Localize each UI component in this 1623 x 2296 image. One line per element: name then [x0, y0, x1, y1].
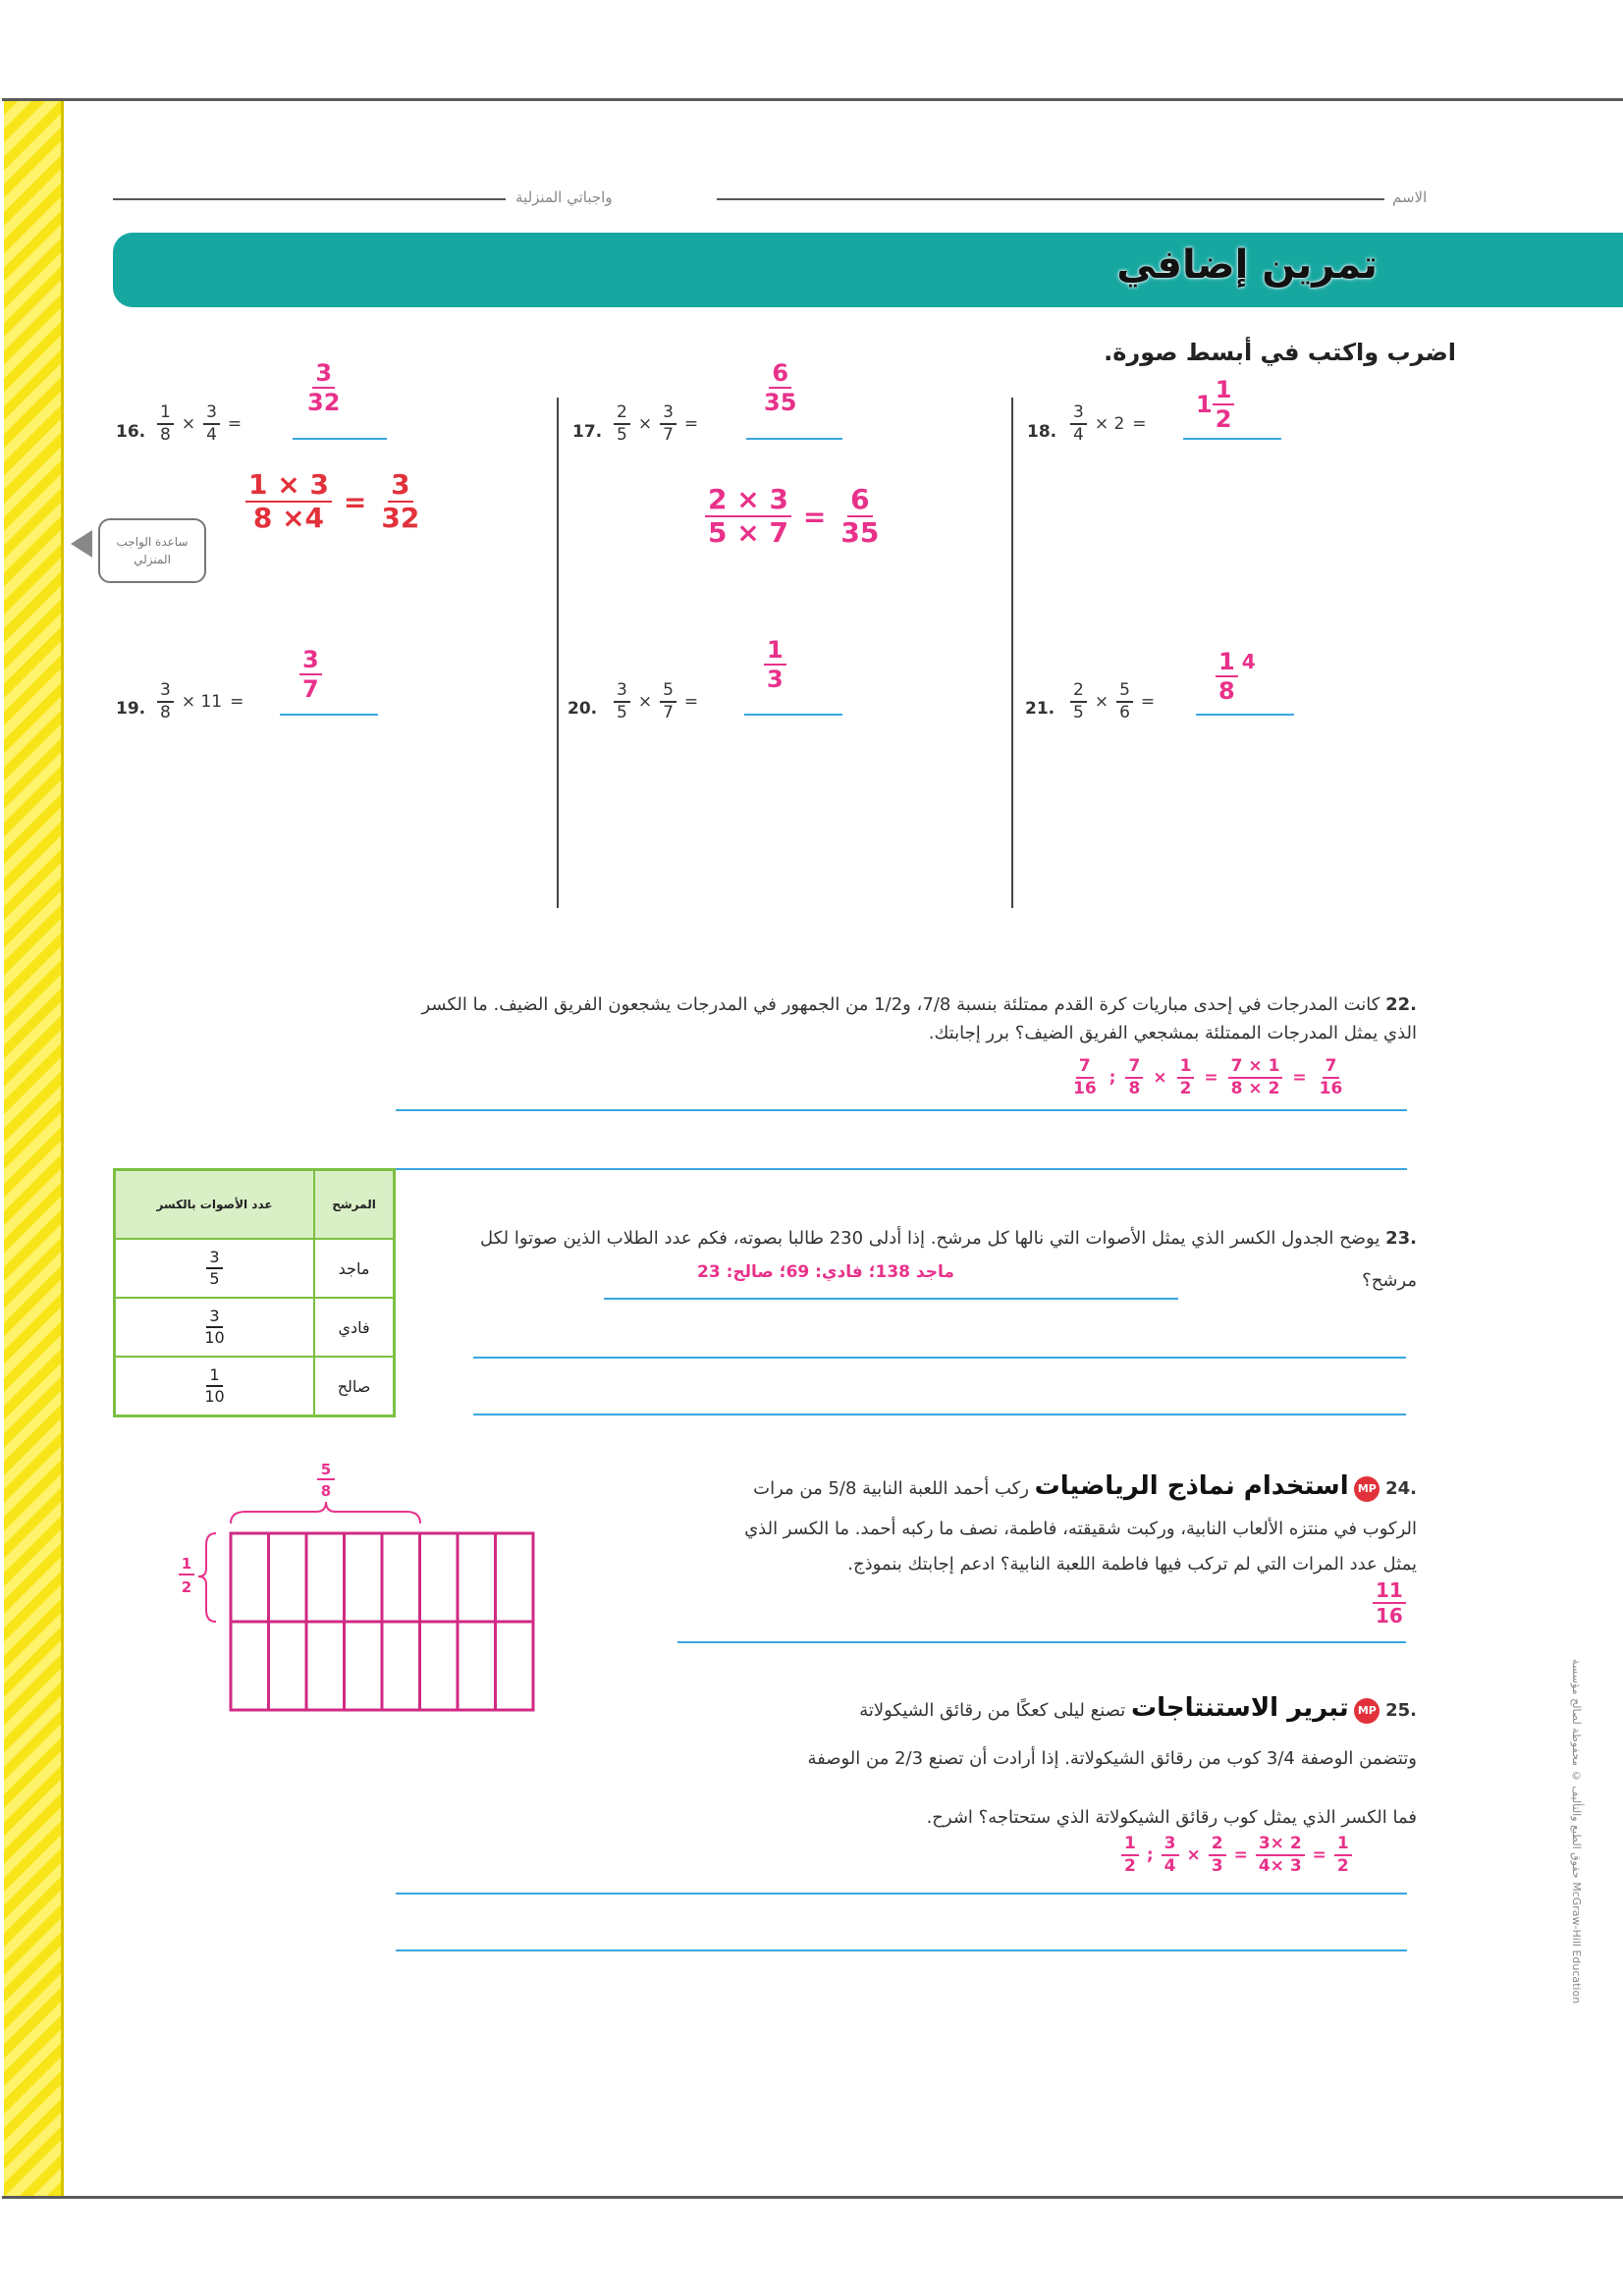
answer-line[interactable] — [396, 1109, 1407, 1111]
table-row: $\frac{3}{5}$ ماجد — [115, 1239, 395, 1298]
title-banner — [113, 233, 1623, 307]
answer-21: $\frac{1}{8}$ 4 — [1216, 650, 1256, 703]
problem-number: 17. — [572, 422, 603, 442]
column-divider — [1011, 398, 1013, 908]
problem-number: 16. — [116, 422, 146, 442]
problem-18-expression: $\frac{3}{4}$ × 2 = — [1070, 404, 1147, 444]
answer-16: $\frac{3}{32}$ — [307, 359, 341, 416]
question-text: تصنع ليلى كعكًا من رقائق الشيكولاتة — [859, 1700, 1126, 1721]
question-title: استخدام نماذج الرياضيات — [1034, 1471, 1349, 1501]
question-22 — [406, 991, 1417, 1048]
table-header: المرشح — [314, 1170, 394, 1240]
table-header: عدد الأصوات بالكسر — [115, 1170, 315, 1240]
answer-24: $\frac{11}{16}$ — [1373, 1580, 1406, 1626]
fraction: $\frac{3}{5}$ — [614, 682, 630, 721]
question-text: كانت المدرجات في إحدى مباريات كرة القدم ممتلئة بنسبة 7/8، و1/2 من الجمهور في المدرجات يشجعون الفريق الضيف. ما الكسر الذي يمثل المدرجات الممتلئة بمشجعي الفريق الضيف؟ برر إجابتك. — [421, 994, 1417, 1043]
subject-line — [113, 198, 506, 200]
votes-table — [113, 1168, 396, 1417]
table-row: $\frac{3}{10}$ فادي — [115, 1298, 395, 1357]
math-practice-badge: MP — [1354, 1698, 1380, 1724]
page-title: تمرين إضافي — [1116, 242, 1378, 288]
subject-label: واجباتي المنزلية — [515, 188, 613, 206]
question-25-line-3: فما الكسر الذي يمثل كوب رقائق الشيكولاتة الذي ستحتاجه؟ اشرح. — [926, 1807, 1417, 1828]
binding-edge — [61, 101, 64, 2196]
answer-25: $\frac{1}{2}$ ; $\frac{3}{4}$ × $\frac{2}{3}$ = $\frac{3\times 2}{4\times 3}$ = $\frac{1}{2}$ — [1121, 1836, 1352, 1875]
page-sheet — [2, 98, 1623, 2199]
answer-line[interactable] — [604, 1298, 1178, 1300]
answer-line[interactable] — [1183, 438, 1281, 440]
fraction: $\frac{5}{7}$ — [660, 682, 676, 721]
answer-line[interactable] — [293, 438, 387, 440]
answer-line[interactable] — [473, 1414, 1406, 1415]
fraction: $\frac{1}{8}$ — [157, 404, 174, 444]
question-number: .25 — [1385, 1700, 1417, 1721]
question-25 — [435, 1688, 1417, 1730]
model-side-brace — [198, 1533, 216, 1622]
model-grid — [231, 1533, 533, 1710]
math-practice-badge: MP — [1354, 1476, 1380, 1502]
model-top-numerator: 5 — [320, 1461, 332, 1478]
answer-23: ماجد 138؛ فادي: 69؛ صالح: 23 — [697, 1262, 954, 1282]
answer-line[interactable] — [744, 714, 842, 716]
model-side-numerator: 1 — [181, 1555, 192, 1573]
fraction: $\frac{2}{5}$ — [1070, 682, 1087, 721]
binding-spine — [4, 101, 61, 2196]
problem-number: 20. — [568, 699, 598, 719]
problem-17-expression: $\frac{2}{5}$ × $\frac{3}{7}$ = — [614, 404, 698, 444]
model-side-denominator: 2 — [181, 1578, 192, 1596]
problem-number: 18. — [1027, 422, 1057, 442]
problem-number: 21. — [1025, 699, 1055, 719]
question-number: .22 — [1385, 994, 1417, 1015]
answer-line[interactable] — [396, 1893, 1407, 1895]
question-text: يوضح الجدول الكسر الذي يمثل الأصوات التي نالها كل مرشح. إذا أدلى 230 طالبا بصوته، فكم عدد الطلاب الذين صوتوا لكل مرشح؟ — [480, 1228, 1417, 1292]
problem-20-expression: $\frac{3}{5}$ × $\frac{5}{7}$ = — [614, 682, 698, 721]
instruction-text: اضرب واكتب في أبسط صورة. — [1104, 339, 1456, 366]
answer-20: $\frac{1}{3}$ — [764, 638, 786, 691]
answer-18: 1 $\frac{1}{2}$ — [1196, 378, 1234, 431]
work-17: $\frac{2 \times 3}{5 \times 7}$ = $\frac{6}{35}$ — [705, 486, 882, 547]
fraction: $\frac{2}{5}$ — [614, 404, 630, 444]
callout-arrow — [71, 530, 92, 558]
problem-21-expression: $\frac{2}{5}$ × $\frac{5}{6}$ = — [1070, 682, 1155, 721]
problem-number: 19. — [116, 699, 146, 719]
question-number: .24 — [1385, 1478, 1417, 1499]
answer-line[interactable] — [746, 438, 842, 440]
work-16: $\frac{1 \times 3}{8 \times 4}$ = $\frac{3}{32}$ — [245, 471, 422, 532]
fraction: $\frac{3}{4}$ — [203, 404, 220, 444]
name-label: الاسم — [1392, 188, 1428, 206]
column-divider — [557, 398, 559, 908]
fraction: $\frac{5}{6}$ — [1116, 682, 1133, 721]
fraction: $\frac{3}{7}$ — [660, 404, 676, 444]
homework-help-callout[interactable]: ساعدة الواجب المنزلي — [98, 518, 206, 583]
answer-line[interactable] — [396, 1949, 1407, 1951]
question-23 — [455, 1217, 1417, 1302]
question-text: ركب أحمد اللعبة النابية 5/8 من مرات الركوب في منتزه الألعاب النابية، وركبت شقيقته، فاطمة، نصف ما ركبه أحمد. ما الكسر الذي يمثل عدد المرات التي لم تركب فيها فاطمة اللعبة النابية؟ ادعم إجابتك بنموذج. — [744, 1478, 1417, 1575]
answer-line[interactable] — [280, 714, 378, 716]
fraction: $\frac{3}{4}$ — [1070, 404, 1087, 444]
model-top-denominator: 8 — [320, 1482, 332, 1500]
question-number: .23 — [1385, 1228, 1417, 1249]
answer-line[interactable] — [473, 1357, 1406, 1359]
answer-line[interactable] — [1196, 714, 1294, 716]
answer-22: $\frac{7}{16}$ ; $\frac{7}{8}$ × $\frac{1}{2}$ = $\frac{7 \times 1}{8 \times 2}$ = $\frac{7}{16}$ — [1073, 1056, 1343, 1098]
answer-line[interactable] — [396, 1168, 1407, 1170]
question-24 — [730, 1461, 1417, 1582]
problem-16-expression: $\frac{1}{8}$ × $\frac{3}{4}$ = — [157, 404, 242, 444]
copyright-note: حقوق الطبع والتأليف © محفوظة لصالح مؤسسة McGraw-Hill Education — [1570, 1659, 1583, 2004]
name-line[interactable] — [717, 198, 1384, 200]
answer-17: $\frac{6}{35}$ — [764, 359, 797, 416]
model-top-brace — [231, 1502, 420, 1523]
answer-line[interactable] — [677, 1641, 1406, 1643]
fraction: $\frac{3}{8}$ — [157, 682, 174, 721]
answer-19: $\frac{3}{7}$ — [299, 648, 322, 701]
table-row: $\frac{1}{10}$ صالح — [115, 1357, 395, 1416]
question-title: تبرير الاستنتاجات — [1131, 1693, 1349, 1723]
problem-19-expression: $\frac{3}{8}$ × 11 = — [157, 682, 243, 721]
question-25-line-2: وتتضمن الوصفة 3/4 كوب من رقائق الشيكولاتة. إذا أرادت أن تصنع 2/3 من الوصفة — [807, 1748, 1417, 1769]
